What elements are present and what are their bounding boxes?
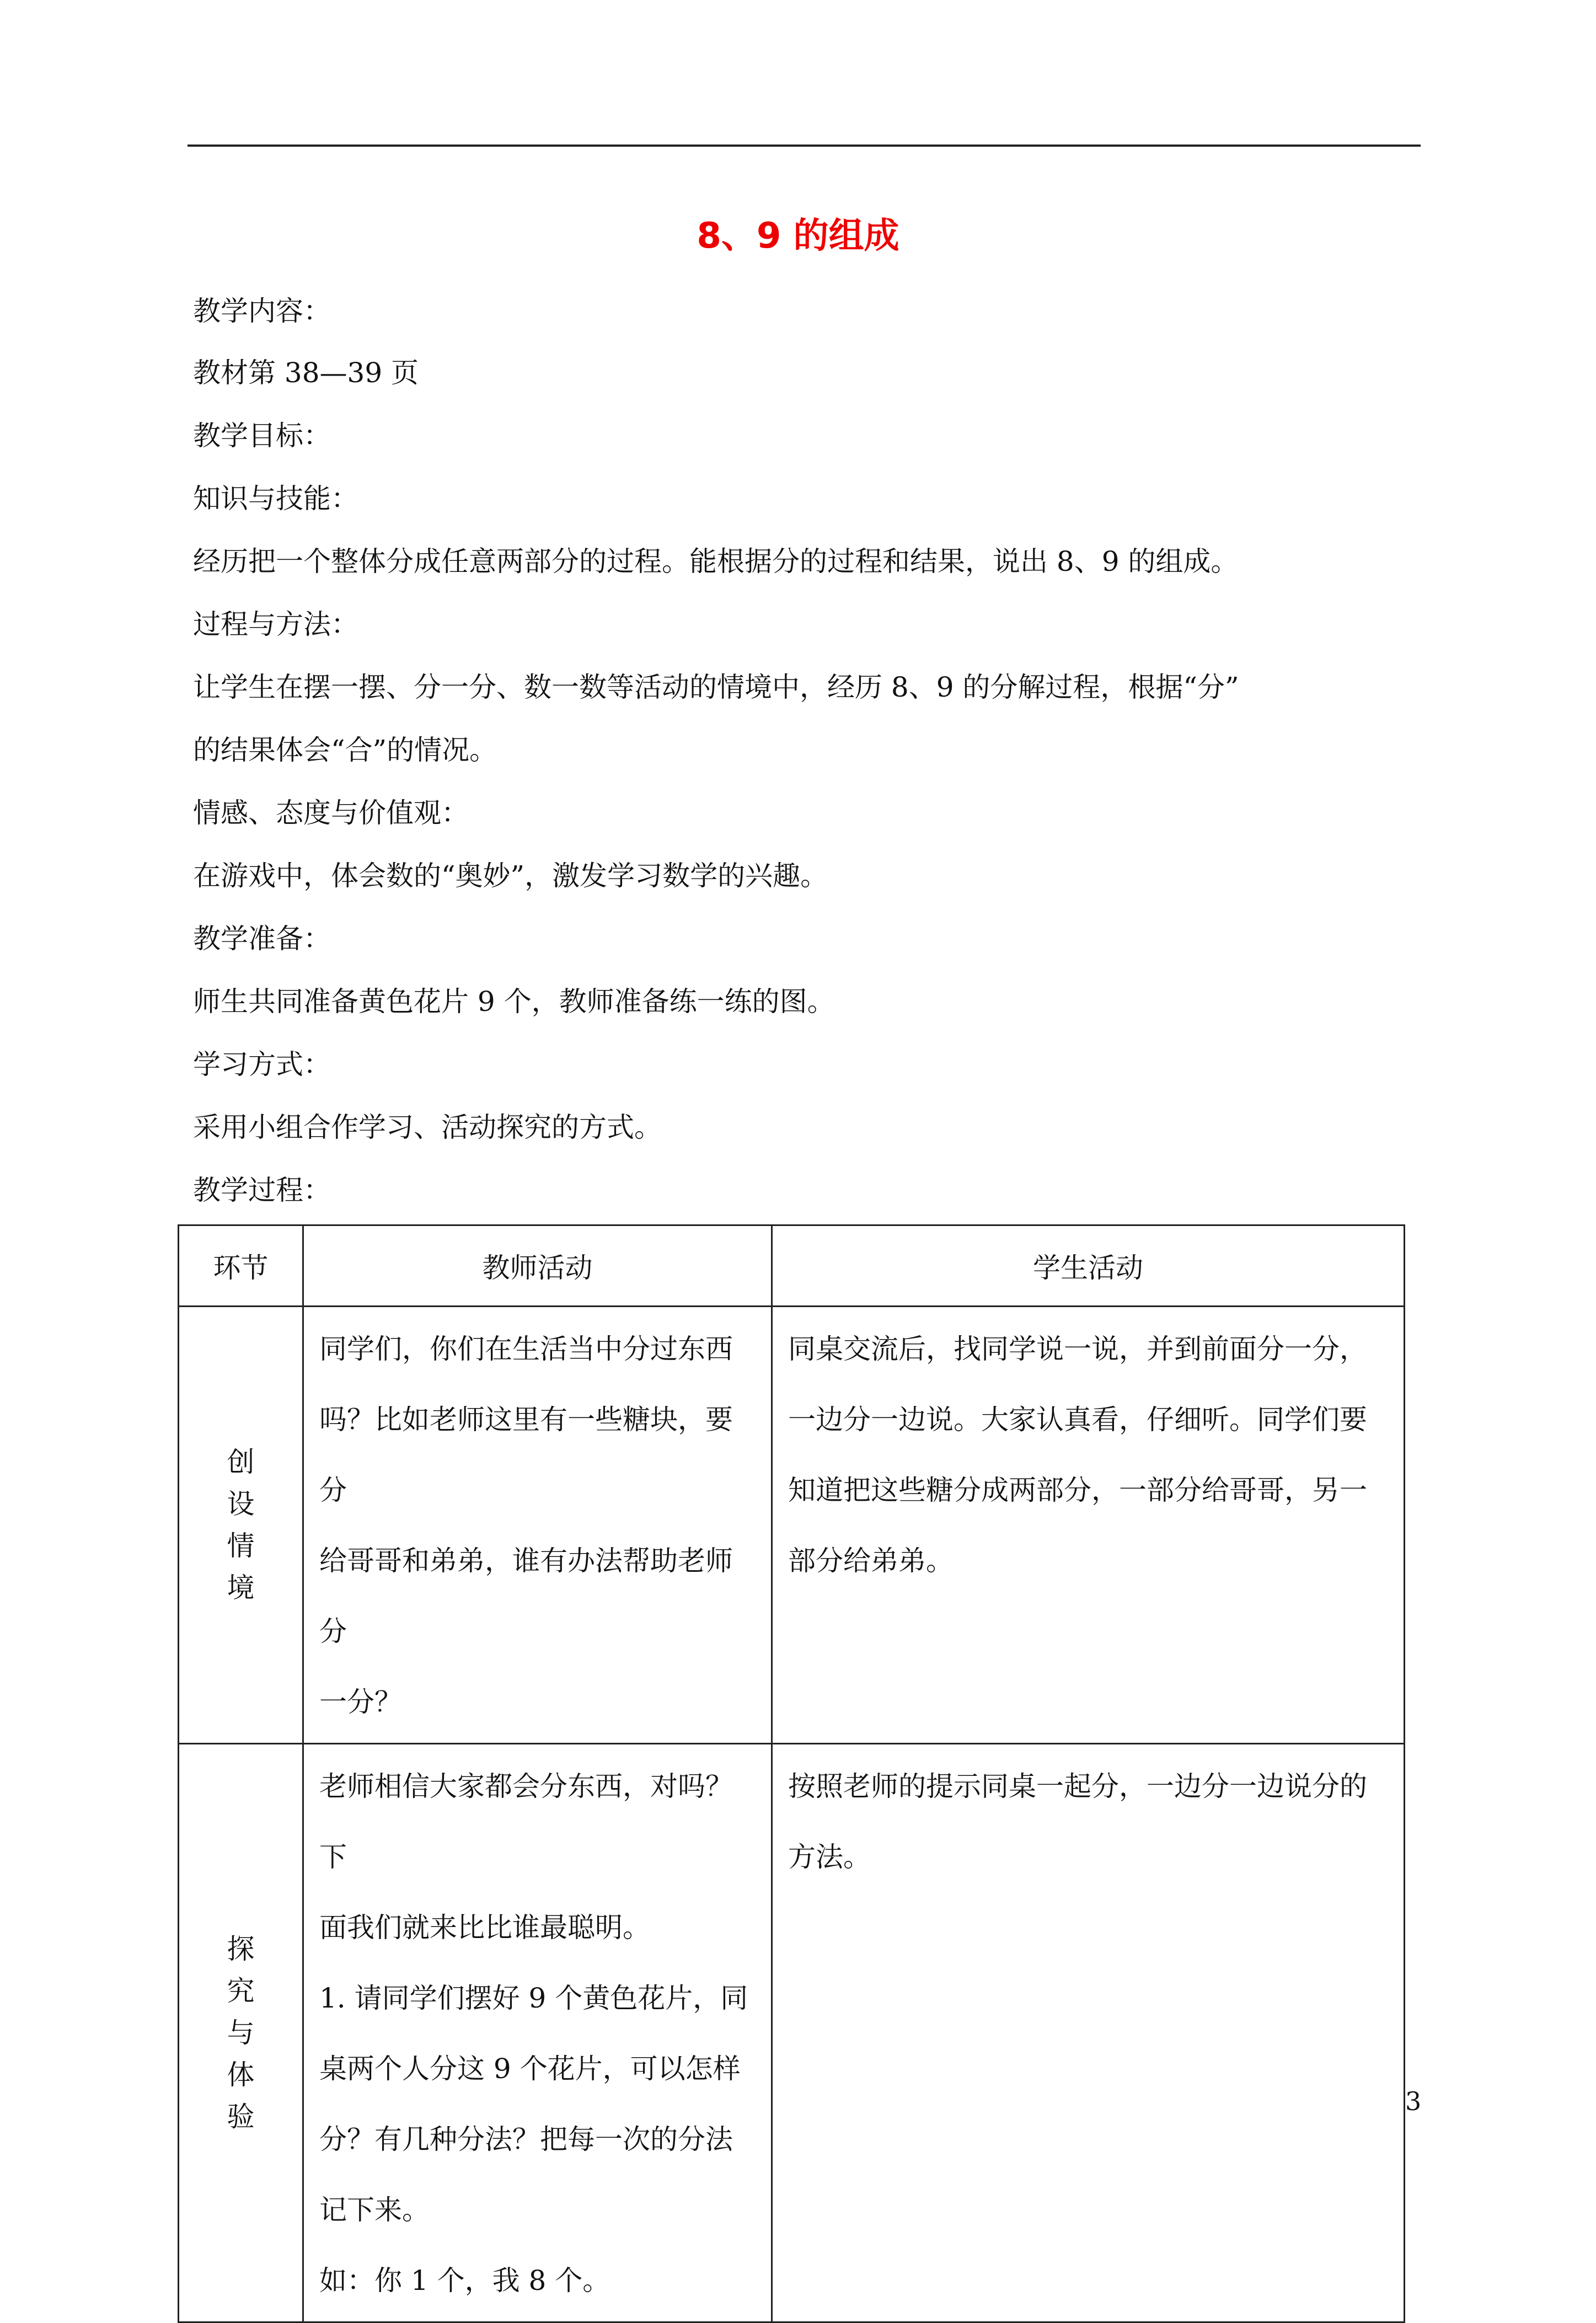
paragraph-learning-mode-heading: 学习方式：	[193, 1048, 331, 1080]
paragraph-teaching-goals-heading: 教学目标：	[193, 420, 331, 452]
teacher-activity-cell	[303, 1744, 772, 2322]
teacher-activity-cell	[303, 1307, 772, 1744]
stage-char: 情	[227, 1530, 255, 1562]
paragraph-emotion-values-heading: 情感、态度与价值观：	[193, 797, 469, 829]
page-number: 3	[1405, 2086, 1422, 2116]
stage-char: 探	[227, 1933, 255, 1965]
table-row	[179, 1307, 1405, 1744]
stage-cell-create-scenario	[179, 1307, 303, 1744]
header-rule	[188, 144, 1421, 147]
stage-char: 设	[227, 1488, 255, 1520]
stage-char: 究	[227, 1975, 255, 2007]
paragraph-process-method-heading: 过程与方法：	[193, 608, 358, 640]
student-activity-cell	[772, 1307, 1405, 1744]
header-stage: 环节	[179, 1225, 303, 1307]
student-activity-text: 按照老师的提示同桌一起分，一边分一边说分的 方法。	[788, 1770, 1367, 1873]
teaching-process-table	[178, 1224, 1405, 2323]
stage-cell-explore-experience	[179, 1744, 303, 2322]
stage-char: 境	[227, 1572, 255, 1604]
student-activity-text: 同桌交流后，找同学说一说，并到前面分一分， 一边分一边说。大家认真看，仔细听。同学们要 知道把这些糖分成两部分，一部分给哥哥，另一 部分给弟弟。	[788, 1333, 1367, 1577]
stage-char: 体	[227, 2059, 255, 2091]
table-row	[179, 1744, 1405, 2322]
paragraph-textbook-pages: 教材第 38—39 页	[193, 357, 419, 389]
header-student-activity: 学生活动	[772, 1225, 1405, 1307]
paragraph-teaching-content-heading: 教学内容：	[193, 295, 331, 327]
teacher-activity-text: 老师相信大家都会分东西，对吗？下 面我们就来比比谁最聪明。 1. 请同学们摆好 9 个黄色花片，同 桌两个人分这 9 个花片，可以怎样 分？有几种分法？把每一次的分法 记下来。 如：你 1 个，我 8 个。	[319, 1770, 748, 2297]
student-activity-cell	[772, 1744, 1405, 2322]
paragraph-process-method-text-line1: 让学生在摆一摆、分一分、数一数等活动的情境中，经历 8、9 的分解过程，根据“分”	[193, 671, 1239, 703]
paragraph-knowledge-skills-text: 经历把一个整体分成任意两部分的过程。能根据分的过程和结果，说出 8、9 的组成。	[193, 545, 1239, 577]
paragraph-preparation-heading: 教学准备：	[193, 923, 331, 955]
stage-char: 与	[227, 2017, 255, 2049]
paragraph-preparation-text: 师生共同准备黄色花片 9 个，教师准备练一练的图。	[193, 986, 835, 1018]
table-header-row	[179, 1225, 1405, 1307]
paragraph-knowledge-skills-heading: 知识与技能：	[193, 483, 358, 515]
paragraph-process-method-text-line2: 的结果体会“合”的情况。	[193, 734, 497, 766]
stage-char: 验	[227, 2101, 255, 2133]
document-title: 8、9 的组成	[697, 216, 899, 256]
paragraph-teaching-process-heading: 教学过程：	[193, 1174, 331, 1206]
stage-char: 创	[227, 1446, 255, 1478]
teacher-activity-text: 同学们，你们在生活当中分过东西 吗？比如老师这里有一些糖块，要分 给哥哥和弟弟，谁有办法帮助老师分 一分？	[319, 1333, 733, 1718]
header-teacher-activity: 教师活动	[303, 1225, 772, 1307]
paragraph-emotion-values-text: 在游戏中，体会数的“奥妙”，激发学习数学的兴趣。	[193, 860, 828, 892]
paragraph-learning-mode-text: 采用小组合作学习、活动探究的方式。	[193, 1111, 662, 1143]
